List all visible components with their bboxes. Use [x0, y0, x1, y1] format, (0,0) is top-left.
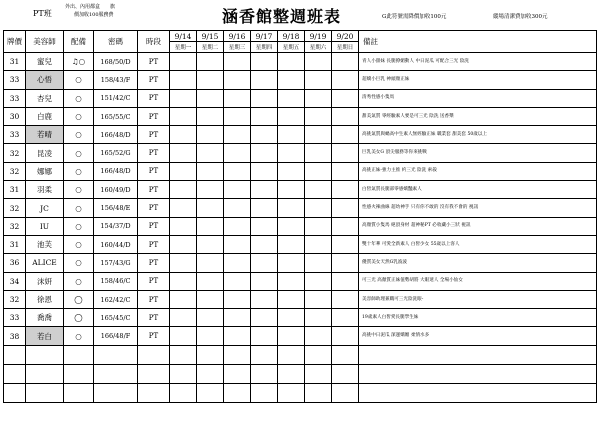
code-cell: 151/42/C: [94, 89, 138, 107]
period-cell: PT: [138, 107, 170, 125]
code-cell: 165/45/C: [94, 309, 138, 327]
table-row: [4, 107, 597, 125]
day-slot: [197, 272, 224, 290]
notes-cell: 優質美女天然G乳波波: [359, 254, 597, 272]
day-slot: [332, 290, 359, 308]
day-slot: [278, 144, 305, 162]
empty-cell: [64, 383, 94, 402]
therapist-name: 徐恩: [26, 290, 64, 308]
day-slot: [278, 290, 305, 308]
empty-cell: [26, 383, 64, 402]
day-slot: [197, 107, 224, 125]
therapist-name: 娜娜: [26, 162, 64, 180]
day-slot: [278, 217, 305, 235]
therapist-name: 羽柔: [26, 181, 64, 199]
day-slot: [305, 107, 332, 125]
day-slot: [224, 327, 251, 345]
day-slot: [332, 53, 359, 71]
table-row: [4, 144, 597, 162]
code-cell: 157/43/G: [94, 254, 138, 272]
equipment-marker: ○: [64, 327, 94, 345]
day-slot: [278, 272, 305, 290]
empty-cell: [94, 345, 138, 364]
notes-cell: 高顏質小隻馬 絕頂身材 超神秘PT 必收藏小三狀 視訊: [359, 217, 597, 235]
day-slot: [278, 235, 305, 253]
day-slot: [305, 71, 332, 89]
day-slot: [170, 272, 197, 290]
price-note: G此符號需降價加收100元: [382, 14, 447, 20]
col-header-config: 配備: [64, 31, 94, 53]
day-slot: [332, 126, 359, 144]
seat-number: 38: [4, 327, 26, 345]
day-slot: [251, 235, 278, 253]
notes-cell: 可三光 高顏質正妹值勢胡將 大眼迷人 全場小仙女: [359, 272, 597, 290]
period-cell: PT: [138, 181, 170, 199]
day-slot: [197, 71, 224, 89]
equipment-marker: ◯: [64, 309, 94, 327]
empty-cell: [94, 364, 138, 383]
day-slot: [170, 126, 197, 144]
code-cell: 160/49/D: [94, 181, 138, 199]
code-cell: 168/50/D: [94, 53, 138, 71]
day-slot: [332, 235, 359, 253]
day-slot: [224, 89, 251, 107]
empty-row: [4, 364, 597, 383]
notes-cell: 超嬌小巨乳 神頭顏正妹: [359, 71, 597, 89]
day-slot: [170, 89, 197, 107]
day-slot: [224, 309, 251, 327]
room-note: 縱場清潔費加收300元: [493, 14, 548, 20]
day-slot: [170, 107, 197, 125]
day-slot: [251, 217, 278, 235]
therapist-name: 池芙: [26, 235, 64, 253]
code-cell: 166/48/F: [94, 327, 138, 345]
equipment-marker: ○: [64, 181, 94, 199]
empty-cell: [224, 383, 251, 402]
day-slot: [197, 53, 224, 71]
notes-cell: 高挑中日泥瓜 深運嬌媚 柔情水多: [359, 327, 597, 345]
seat-number: 34: [4, 272, 26, 290]
empty-cell: [64, 364, 94, 383]
period-cell: PT: [138, 199, 170, 217]
equipment-marker: ○: [64, 126, 94, 144]
empty-cell: [278, 345, 305, 364]
day-slot: [170, 181, 197, 199]
period-cell: PT: [138, 89, 170, 107]
therapist-name: 若白: [26, 327, 64, 345]
seat-number: 32: [4, 199, 26, 217]
code-cell: 166/48/D: [94, 126, 138, 144]
empty-cell: [4, 383, 26, 402]
day-weekday: 星期日: [332, 42, 359, 53]
day-slot: [305, 254, 332, 272]
day-slot: [251, 254, 278, 272]
day-weekday: 星期四: [251, 42, 278, 53]
day-slot: [332, 199, 359, 217]
day-slot: [278, 71, 305, 89]
period-cell: PT: [138, 71, 170, 89]
seat-number: 31: [4, 53, 26, 71]
day-weekday: 星期六: [305, 42, 332, 53]
day-slot: [251, 327, 278, 345]
day-slot: [305, 217, 332, 235]
day-weekday: 星期五: [278, 42, 305, 53]
empty-cell: [305, 364, 332, 383]
table-row: [4, 162, 597, 180]
day-slot: [305, 309, 332, 327]
day-weekday: 星期一: [170, 42, 197, 53]
seat-number: 33: [4, 71, 26, 89]
therapist-name: 昆凌: [26, 144, 64, 162]
empty-cell: [278, 364, 305, 383]
therapist-name: 喬喬: [26, 309, 64, 327]
therapist-name: IU: [26, 217, 64, 235]
period-cell: PT: [138, 217, 170, 235]
notes-cell: 高挑正妹-強力主推 約三光 陰洗 索殺: [359, 162, 597, 180]
empty-cell: [64, 345, 94, 364]
day-slot: [332, 217, 359, 235]
day-date: 9/16: [224, 31, 251, 42]
notes-cell: 高挑氣質與蝸高中生素人無經驗正妹 職業套 甜美套 50歲以上: [359, 126, 597, 144]
day-slot: [305, 235, 332, 253]
day-slot: [278, 89, 305, 107]
therapist-name: 沫妍: [26, 272, 64, 290]
day-slot: [224, 235, 251, 253]
therapist-name: 心悟: [26, 71, 64, 89]
empty-cell: [251, 345, 278, 364]
notes-cell: 白皙氣質長腿部零感嬌豔素人: [359, 181, 597, 199]
equipment-marker: ○: [64, 254, 94, 272]
col-header-seat: 牌價: [4, 31, 26, 53]
day-slot: [332, 71, 359, 89]
day-weekday: 星期二: [197, 42, 224, 53]
day-slot: [170, 290, 197, 308]
period-cell: PT: [138, 254, 170, 272]
notes-cell: 美容師助理兼職可三光陰洗眼-: [359, 290, 597, 308]
equipment-marker: ○: [64, 272, 94, 290]
empty-cell: [359, 364, 597, 383]
table-row: [4, 309, 597, 327]
notes-cell: 青人小甜妹 長腿撩媚動人 中日泥瓜 可配合三光 陰洗: [359, 53, 597, 71]
day-slot: [170, 254, 197, 272]
day-slot: [197, 89, 224, 107]
day-slot: [197, 144, 224, 162]
day-slot: [224, 144, 251, 162]
day-slot: [305, 181, 332, 199]
notes-cell: 巨乳美女G 頂尖服務等你來挑戰: [359, 144, 597, 162]
day-slot: [251, 71, 278, 89]
empty-cell: [197, 383, 224, 402]
day-slot: [251, 181, 278, 199]
col-header-notes: 備註: [359, 31, 597, 53]
empty-cell: [138, 364, 170, 383]
day-slot: [170, 327, 197, 345]
code-cell: 158/46/C: [94, 272, 138, 290]
day-slot: [305, 327, 332, 345]
day-slot: [224, 162, 251, 180]
empty-cell: [138, 383, 170, 402]
empty-cell: [170, 345, 197, 364]
empty-cell: [197, 364, 224, 383]
equipment-marker: ○: [64, 107, 94, 125]
code-cell: 165/52/G: [94, 144, 138, 162]
day-slot: [332, 144, 359, 162]
empty-cell: [332, 383, 359, 402]
empty-cell: [4, 345, 26, 364]
empty-cell: [278, 383, 305, 402]
empty-cell: [251, 383, 278, 402]
day-slot: [170, 144, 197, 162]
seat-number: 32: [4, 290, 26, 308]
table-row: [4, 327, 597, 345]
empty-cell: [170, 383, 197, 402]
notes-cell: 雙十年華 可愛全新素人 白皙少女 55歲以上客人: [359, 235, 597, 253]
seat-number: 33: [4, 126, 26, 144]
code-cell: 166/48/D: [94, 162, 138, 180]
notes-cell: 性感火辣曲線 超幼神手 只有你不敢的 沒有我不會的 視訊: [359, 199, 597, 217]
empty-cell: [170, 364, 197, 383]
day-slot: [251, 126, 278, 144]
day-date: 9/14: [170, 31, 197, 42]
day-slot: [170, 162, 197, 180]
equipment-marker: ○: [64, 71, 94, 89]
day-slot: [305, 126, 332, 144]
code-cell: 160/44/D: [94, 235, 138, 253]
day-slot: [170, 235, 197, 253]
notes-cell: 清秀性感小隻馬: [359, 89, 597, 107]
day-slot: [170, 71, 197, 89]
day-slot: [332, 254, 359, 272]
equipment-marker: ○: [64, 217, 94, 235]
day-slot: [278, 181, 305, 199]
day-slot: [224, 53, 251, 71]
day-slot: [305, 290, 332, 308]
period-cell: PT: [138, 235, 170, 253]
day-slot: [197, 327, 224, 345]
day-slot: [224, 181, 251, 199]
seat-number: 36: [4, 254, 26, 272]
day-slot: [251, 162, 278, 180]
table-row: [4, 254, 597, 272]
day-date: 9/17: [251, 31, 278, 42]
day-slot: [305, 144, 332, 162]
equipment-marker: ○: [64, 162, 94, 180]
equipment-marker: ◯: [64, 290, 94, 308]
day-slot: [251, 272, 278, 290]
day-slot: [332, 181, 359, 199]
seat-number: 32: [4, 162, 26, 180]
empty-cell: [332, 345, 359, 364]
code-cell: 154/37/D: [94, 217, 138, 235]
empty-cell: [94, 383, 138, 402]
therapist-name: JC: [26, 199, 64, 217]
empty-cell: [26, 345, 64, 364]
table-row: [4, 290, 597, 308]
empty-cell: [359, 383, 597, 402]
day-slot: [224, 199, 251, 217]
equipment-marker: ○: [64, 235, 94, 253]
period-cell: PT: [138, 327, 170, 345]
day-slot: [278, 199, 305, 217]
day-slot: [224, 272, 251, 290]
table-row: [4, 53, 597, 71]
day-slot: [305, 162, 332, 180]
empty-cell: [251, 364, 278, 383]
notes-cell: 甜美氣質 零經驗素人要是可三光 陰洗 送香槳: [359, 107, 597, 125]
table-row: [4, 181, 597, 199]
day-slot: [251, 309, 278, 327]
table-row: [4, 89, 597, 107]
day-slot: [224, 254, 251, 272]
therapist-name: ALICE: [26, 254, 64, 272]
seat-number: 31: [4, 235, 26, 253]
equipment-marker: ♫○: [64, 53, 94, 71]
period-cell: PT: [138, 272, 170, 290]
period-cell: PT: [138, 162, 170, 180]
empty-cell: [138, 345, 170, 364]
empty-row: [4, 383, 597, 402]
takeout-note: 外出、內用都盒 旗: [65, 4, 116, 10]
service-fee-note: 價加收100服務費: [74, 12, 114, 18]
day-slot: [278, 254, 305, 272]
day-slot: [332, 107, 359, 125]
day-slot: [251, 144, 278, 162]
day-slot: [332, 327, 359, 345]
seat-number: 33: [4, 89, 26, 107]
seat-number: 32: [4, 144, 26, 162]
day-slot: [224, 71, 251, 89]
page-header: [0, 0, 600, 30]
class-label: PT班: [33, 9, 52, 18]
equipment-marker: ○: [64, 144, 94, 162]
empty-cell: [332, 364, 359, 383]
day-slot: [251, 53, 278, 71]
day-slot: [332, 89, 359, 107]
day-slot: [278, 309, 305, 327]
period-cell: PT: [138, 144, 170, 162]
equipment-marker: ○: [64, 199, 94, 217]
period-cell: PT: [138, 126, 170, 144]
day-weekday: 星期三: [224, 42, 251, 53]
empty-cell: [305, 383, 332, 402]
day-slot: [251, 290, 278, 308]
seat-number: 30: [4, 107, 26, 125]
page-title: 涵香館整週班表: [222, 7, 342, 26]
day-slot: [224, 290, 251, 308]
code-cell: 165/55/C: [94, 107, 138, 125]
empty-cell: [197, 345, 224, 364]
day-slot: [197, 309, 224, 327]
col-header-code: 密碼: [94, 31, 138, 53]
day-slot: [170, 309, 197, 327]
day-slot: [278, 53, 305, 71]
day-slot: [197, 199, 224, 217]
col-header-period: 時段: [138, 31, 170, 53]
seat-number: 33: [4, 309, 26, 327]
day-slot: [278, 107, 305, 125]
equipment-marker: ○: [64, 89, 94, 107]
empty-row: [4, 345, 597, 364]
day-slot: [278, 162, 305, 180]
table-row: [4, 71, 597, 89]
day-date: 9/18: [278, 31, 305, 42]
seat-number: 32: [4, 217, 26, 235]
schedule-table: [3, 30, 597, 403]
day-slot: [332, 272, 359, 290]
code-cell: 158/43/F: [94, 71, 138, 89]
therapist-name: 若晴: [26, 126, 64, 144]
day-date: 9/20: [332, 31, 359, 42]
table-row: [4, 199, 597, 217]
day-slot: [251, 199, 278, 217]
day-slot: [170, 53, 197, 71]
empty-cell: [224, 345, 251, 364]
day-slot: [251, 89, 278, 107]
empty-cell: [305, 345, 332, 364]
table-row: [4, 272, 597, 290]
empty-cell: [26, 364, 64, 383]
day-slot: [224, 217, 251, 235]
empty-cell: [359, 345, 597, 364]
period-cell: PT: [138, 309, 170, 327]
day-slot: [170, 217, 197, 235]
day-slot: [197, 217, 224, 235]
day-slot: [305, 53, 332, 71]
day-slot: [305, 272, 332, 290]
day-slot: [332, 309, 359, 327]
day-slot: [305, 199, 332, 217]
day-slot: [332, 162, 359, 180]
day-slot: [224, 126, 251, 144]
day-slot: [305, 89, 332, 107]
day-slot: [278, 327, 305, 345]
code-cell: 156/48/E: [94, 199, 138, 217]
day-slot: [197, 126, 224, 144]
day-slot: [170, 199, 197, 217]
day-slot: [224, 107, 251, 125]
day-slot: [197, 235, 224, 253]
therapist-name: 蜜兒: [26, 53, 64, 71]
day-slot: [197, 162, 224, 180]
day-slot: [251, 107, 278, 125]
day-slot: [278, 126, 305, 144]
day-slot: [197, 290, 224, 308]
empty-cell: [224, 364, 251, 383]
therapist-name: 杏兒: [26, 89, 64, 107]
day-slot: [197, 181, 224, 199]
period-cell: PT: [138, 53, 170, 71]
notes-cell: 19歲素人白皙愛長腿學生妹: [359, 309, 597, 327]
empty-cell: [4, 364, 26, 383]
table-row: [4, 217, 597, 235]
period-cell: PT: [138, 290, 170, 308]
table-row: [4, 126, 597, 144]
day-slot: [197, 254, 224, 272]
therapist-name: 白鹿: [26, 107, 64, 125]
col-header-name: 美容師: [26, 31, 64, 53]
day-date: 9/19: [305, 31, 332, 42]
seat-number: 31: [4, 181, 26, 199]
code-cell: 162/42/C: [94, 290, 138, 308]
day-date: 9/15: [197, 31, 224, 42]
table-row: [4, 235, 597, 253]
